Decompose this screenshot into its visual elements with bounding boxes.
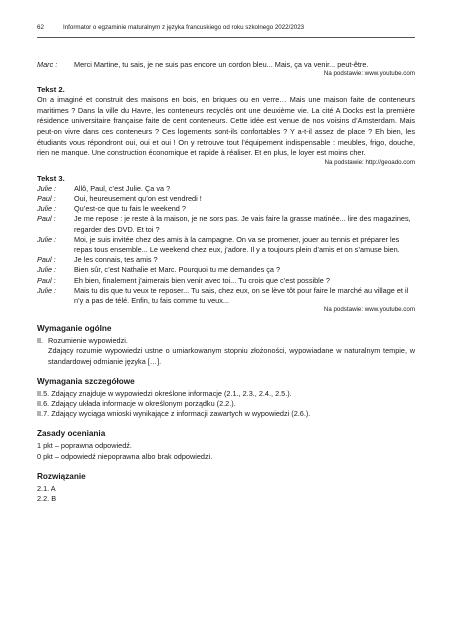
dialogue-line (37, 214, 415, 234)
header-title: Informator o egzaminie maturalnym z języka francuskiego od roku szkolnego 2022/2023 (63, 24, 305, 31)
dialogue-text: Qu’est-ce que tu fais le weekend ? (74, 204, 186, 214)
document-page (37, 24, 415, 504)
dialogue-text: Je me repose : je reste à la maison, je ne sors pas. Je vais faire la grasse matinée... lire des magazines, regarder des DVD. Et toi ? (74, 214, 411, 234)
text-2-heading: Tekst 2. (37, 85, 65, 95)
scoring-line: 1 pkt – poprawna odpowiedź. (37, 441, 132, 451)
source-note: Na podstawie: http://geoado.com (324, 158, 415, 166)
dialogue-line (37, 255, 415, 265)
requirement-line: II.5. Zdający znajduje w wypowiedzi określone informacje (2.1., 2.3., 2.4., 2.5.). (37, 388, 292, 398)
scoring-line: 0 pkt – odpowiedź niepoprawna albo brak odpowiedzi. (37, 451, 213, 461)
speaker-label: Julie : (37, 234, 57, 244)
solution-line: 2.1. A (37, 483, 56, 493)
speaker-label: Paul : (37, 255, 56, 265)
text-3-dialogue (37, 184, 415, 306)
dialogue-line (37, 265, 415, 275)
dialogue-text: Moi, je suis invitée chez des amis à la campagne. On va se promener, jouer au tennis et préparer les repas tous ensemble... Le weekend chez eux, j’adore. Il y a toujours plein d’amis et on s’amuse bien. (74, 234, 400, 254)
page-header (37, 24, 415, 32)
requirement-title: Rozumienie wypowiedzi. (48, 336, 128, 346)
dialogue-line (37, 286, 415, 306)
speaker-label: Paul : (37, 214, 56, 224)
requirement-line: II.6. Zdający układa informacje w określonym porządku (2.2.). (37, 399, 236, 409)
dialogue-text: Mais tu dis que tu veux te reposer... Tu sais, chez eux, on se lève tôt pour faire le marché au village et il n’y a pas de télé. Enfin, tu fais comme tu veux... (74, 285, 409, 305)
speaker-label: Marc : (37, 60, 58, 69)
dialogue-line (37, 276, 415, 286)
dialogue-line (37, 184, 415, 194)
speaker-label: Paul : (37, 275, 56, 285)
text-3-heading: Tekst 3. (37, 173, 65, 183)
dialogue-line (37, 235, 415, 255)
dialogue-text: Je les connais, tes amis ? (74, 255, 158, 265)
scoring-heading: Zasady oceniania (37, 429, 106, 439)
dialogue-text: Oui, heureusement qu’on est vendredi ! (74, 193, 202, 203)
source-note: Na podstawie: www.youtube.com (323, 306, 415, 314)
speaker-label: Paul : (37, 193, 56, 203)
speaker-label: Julie : (37, 183, 57, 193)
speaker-label: Julie : (37, 265, 57, 275)
dialogue-text: Eh bien, finalement j’aimerais bien venir avec toi... Tu crois que c’est possible ? (74, 275, 330, 285)
dialogue-line (37, 194, 415, 204)
dialogue-line (37, 204, 415, 214)
requirement-description: Zdający rozumie wypowiedzi ustne o umiarkowanym stopniu złożoności, wypowiadane w naturalnym tempie, w standardowej odmianie języka […]. (48, 346, 415, 366)
text-2-paragraph: On a imaginé et construit des maisons en bois, en briques ou en verre… Mais une maison faite de conteneurs maritimes ? Dans la ville du Havre, les conteneurs recyclés ont une deuxième vie. La cité A Docks est la première résidence universitaire française faite de cent conteneurs. Cette idée est venue de nos voisins d’Amsterdam. Mais peut-on vivre dans ces conteneurs ? Ces logements sont-ils confortables ? Y a-t-il assez de place ? Eh bien, les étudiants vous répondront oui, oui et oui ! On y retrouve tout l’équipement indispensable : meubles, frigo, douche, rien ne manque. Une construction économique et rapide à réaliser. Et en plus, le loyer est moins cher. (37, 95, 415, 158)
general-requirement-item (37, 336, 415, 346)
solution-heading: Rozwiązanie (37, 471, 86, 481)
dialogue-text: Bien sûr, c’est Nathalie et Marc. Pourquoi tu me demandes ça ? (74, 265, 281, 275)
solution-line: 2.2. B (37, 494, 57, 504)
requirement-numeral: II. (37, 336, 44, 346)
speaker-label: Julie : (37, 204, 57, 214)
detailed-requirements-heading: Wymagania szczegółowe (37, 376, 135, 386)
page-number: 62 (37, 24, 44, 31)
speaker-label: Julie : (37, 285, 57, 295)
general-requirement-heading: Wymaganie ogólne (37, 324, 112, 334)
document-body (37, 60, 415, 504)
requirement-line: II.7. Zdający wyciąga wnioski wynikające z informacji zawartych w wypowiedzi (2.6.). (37, 409, 311, 419)
source-note: Na podstawie: www.youtube.com (323, 70, 415, 78)
header-divider (37, 37, 415, 38)
dialogue-text: Allô, Paul, c’est Julie. Ça va ? (74, 183, 171, 193)
dialogue-line (37, 60, 415, 70)
dialogue-text: Merci Martine, tu sais, je ne suis pas encore un cordon bleu... Mais, ça va venir... peut-être. (74, 60, 369, 69)
